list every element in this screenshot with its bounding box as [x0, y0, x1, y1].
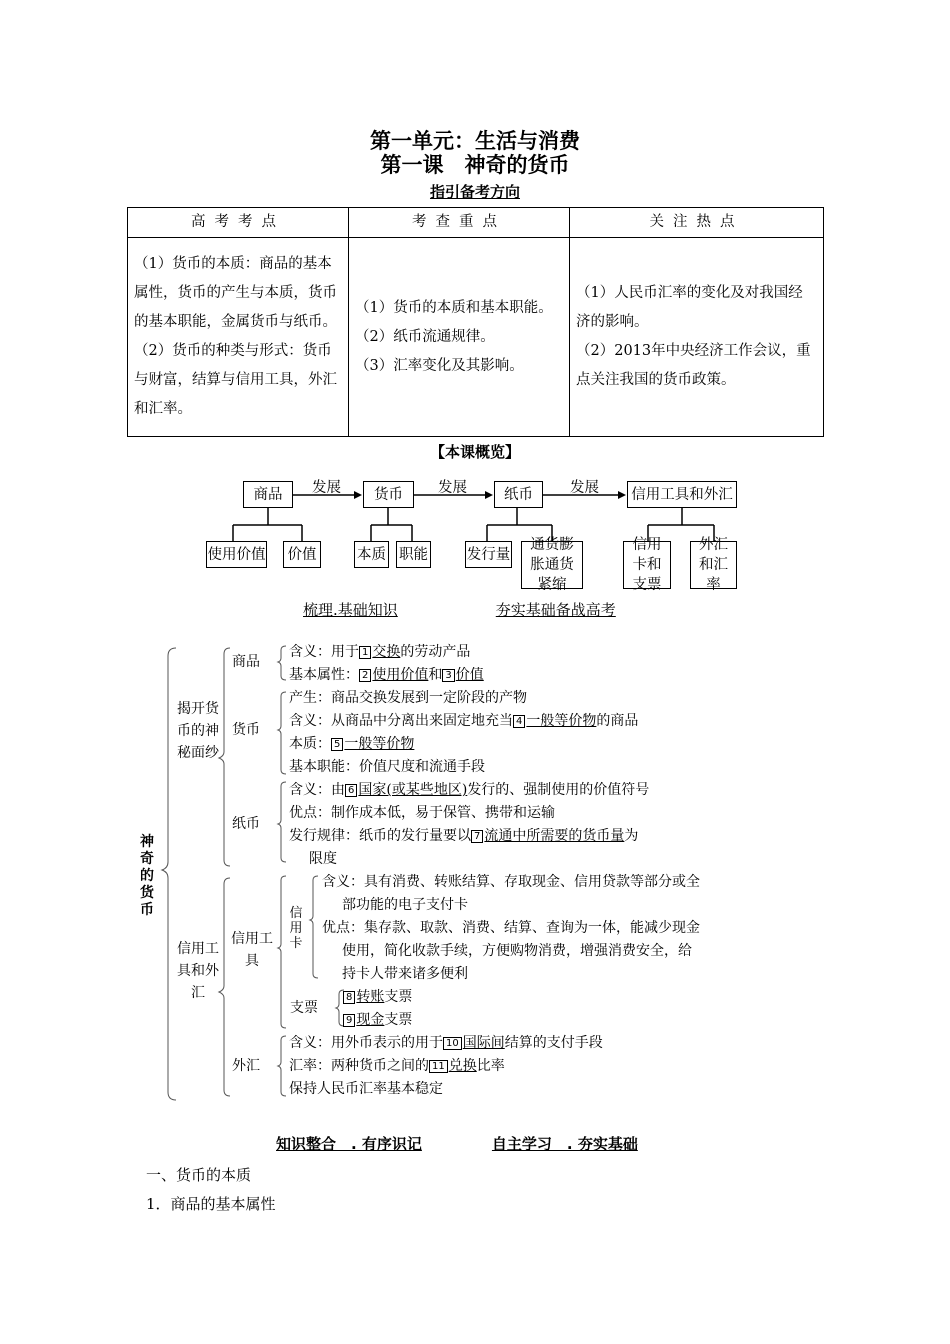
mindmap-branch-credit-forex: 信用工具和外汇 — [177, 941, 219, 1001]
mm-text: 的商品 — [596, 713, 639, 729]
blank-number: 7 — [471, 830, 483, 843]
body-heading-1: 一、货币的本质 — [146, 1166, 252, 1184]
mm-text: 支票 — [384, 989, 413, 1005]
blank-number: 4 — [513, 715, 525, 728]
mm-forex-meaning — [289, 1033, 603, 1053]
mm-label-credit-tools: 信用工具 — [231, 931, 273, 969]
node-issue-amount: 发行量 — [465, 541, 512, 568]
mm-text: 和 — [428, 667, 443, 683]
section-integrate-left: 知识整合 . 有序识记 — [276, 1135, 422, 1153]
mm-label-commodity: 商品 — [232, 654, 260, 670]
mm-money-functions: 基本职能：价值尺度和流通手段 — [289, 759, 485, 775]
blank-number: 10 — [443, 1037, 462, 1050]
mm-money-origin: 产生：商品交换发展到一定阶段的产物 — [289, 690, 527, 706]
mm-forex-rate — [289, 1056, 505, 1076]
guide-title: 指引备考方向 — [429, 183, 520, 201]
node-commodity: 商品 — [243, 481, 293, 508]
unit-title: 第一单元：生活与消费 — [370, 129, 580, 153]
mm-text: 发行规律：纸币的发行量要以 — [289, 828, 471, 844]
mm-label-check: 支票 — [290, 1000, 318, 1016]
lesson-title: 第一课 神奇的货币 — [380, 153, 570, 177]
arrow-label-3: 发展 — [570, 480, 599, 496]
node-function: 职能 — [396, 541, 431, 568]
guide-cell-1-line-2: （2）货币的种类与形式：货币与财富，结算与信用工具，外汇和汇率。 — [134, 343, 337, 417]
blank-answer: 转账 — [356, 989, 385, 1005]
mm-card-advantage-3: 持卡人带来诸多便利 — [342, 966, 468, 982]
mm-label-credit-card: 信用卡 — [289, 906, 303, 951]
guide-header-3: 关注热点 — [570, 208, 824, 238]
blank-answer: 国际间 — [462, 1035, 505, 1051]
mm-commodity-meaning — [289, 642, 470, 662]
arrow-label-2: 发展 — [438, 480, 467, 496]
mm-paper-rule — [289, 826, 638, 846]
mm-card-meaning-2: 部功能的电子支付卡 — [342, 897, 468, 913]
blank-number: 5 — [331, 738, 343, 751]
blank-answer: 现金 — [356, 1012, 385, 1028]
blank-answer: 使用价值 — [372, 667, 429, 683]
blank-number: 2 — [359, 669, 371, 682]
mm-text: 含义：用于 — [289, 644, 359, 660]
body-paragraph-1: 1．商品的基本属性 — [146, 1195, 276, 1213]
mindmap-branch-unveil: 揭开货币的神秘面纱 — [177, 701, 219, 761]
overview-title: 【本课概览】 — [429, 443, 520, 461]
mm-text: 含义：由 — [289, 782, 345, 798]
mm-paper-rule-cont: 限度 — [309, 851, 337, 867]
node-credit-forex: 信用工具和外汇 — [627, 481, 737, 508]
node-forex-rate: 外汇和汇率 — [690, 541, 737, 589]
blank-number: 11 — [429, 1060, 448, 1073]
guide-cell-3-line-1: （1）人民币汇率的变化及对我国经济的影响。 — [576, 285, 803, 330]
mm-label-forex: 外汇 — [232, 1058, 260, 1074]
mm-label-paper: 纸币 — [232, 816, 260, 832]
guide-cell-3-line-2: （2）2013年中央经济工作会议，重点关注我国的货币政策。 — [576, 343, 811, 388]
blank-number: 9 — [343, 1014, 355, 1027]
section-integrate-heading — [276, 1133, 638, 1154]
node-card-check: 信用卡和支票 — [623, 541, 671, 589]
guide-header-1: 高考考点 — [128, 208, 349, 238]
blank-number: 3 — [442, 669, 454, 682]
mm-text: 支票 — [384, 1012, 413, 1028]
mm-paper-meaning — [289, 780, 649, 800]
guide-cell-2-line-2: （2）纸币流通规律。 — [355, 328, 495, 345]
mm-text: 含义：从商品中分离出来固定地充当 — [289, 713, 513, 729]
guide-cell-2-line-3: （3）汇率变化及其影响。 — [355, 357, 524, 374]
mm-text: 汇率：两种货币之间的 — [289, 1058, 429, 1074]
mm-text: 的劳动产品 — [400, 644, 471, 660]
node-paper-money: 纸币 — [494, 481, 543, 508]
section-integrate-right: 自主学习 . 夯实基础 — [491, 1135, 638, 1153]
node-money: 货币 — [363, 481, 414, 508]
guide-cell-1-line-1: （1）货币的本质：商品的基本属性，货币的产生与本质，货币的基本职能，金属货币与纸币。 — [134, 256, 337, 330]
blank-answer: 价值 — [455, 667, 484, 683]
mm-label-money: 货币 — [232, 722, 260, 738]
mm-forex-stable: 保持人民币汇率基本稳定 — [289, 1081, 443, 1097]
mm-text: 比率 — [476, 1058, 505, 1074]
blank-answer: 一般等价物 — [344, 736, 415, 752]
blank-answer: 一般等价物 — [526, 713, 597, 729]
blank-number: 8 — [343, 991, 355, 1004]
mm-commodity-attributes — [289, 665, 484, 685]
arrow-label-1: 发展 — [312, 480, 341, 496]
guide-cell-2-line-1: （1）货币的本质和基本职能。 — [355, 299, 553, 316]
section-basic-right: 夯实基础备战高考 — [495, 601, 616, 619]
guide-header-2: 考查重点 — [349, 208, 570, 238]
node-value: 价值 — [283, 541, 321, 568]
mm-card-advantage-2: 使用，简化收款手续，方便购物消费，增强消费安全，给 — [342, 943, 692, 959]
mm-text: 基本属性： — [289, 667, 359, 683]
section-basic-left: 梳理.基础知识 — [303, 601, 398, 619]
blank-answer: 交换 — [372, 644, 401, 660]
mm-text: 本质： — [289, 736, 331, 752]
mm-text: 发行的、强制使用的价值符号 — [467, 782, 650, 798]
mm-text: 含义：用外币表示的用于 — [289, 1035, 443, 1051]
mm-text: 结算的支付手段 — [504, 1035, 603, 1051]
mm-paper-advantages: 优点：制作成本低，易于保管、携带和运输 — [289, 805, 555, 821]
node-use-value: 使用价值 — [206, 541, 267, 568]
mm-money-meaning — [289, 711, 638, 731]
mm-check-transfer — [343, 987, 412, 1007]
mindmap-root: 神奇的货币 — [140, 834, 154, 918]
node-essence: 本质 — [354, 541, 389, 568]
blank-answer: 国家(或某些地区) — [358, 782, 468, 798]
blank-answer: 兑换 — [448, 1058, 477, 1074]
mm-card-advantage-1: 优点：集存款、取款、消费、结算、查询为一体，能减少现金 — [322, 920, 700, 936]
node-inflation-deflation: 通货膨胀通货紧缩 — [521, 541, 583, 589]
mm-text: 为 — [624, 828, 639, 844]
blank-number: 6 — [345, 784, 357, 797]
mm-check-cash — [343, 1010, 412, 1030]
blank-number: 1 — [359, 646, 371, 659]
blank-answer: 流通中所需要的货币量 — [484, 828, 625, 844]
mm-card-meaning-1: 含义：具有消费、转账结算、存取现金、信用贷款等部分或全 — [322, 874, 700, 890]
mm-money-essence — [289, 734, 414, 754]
